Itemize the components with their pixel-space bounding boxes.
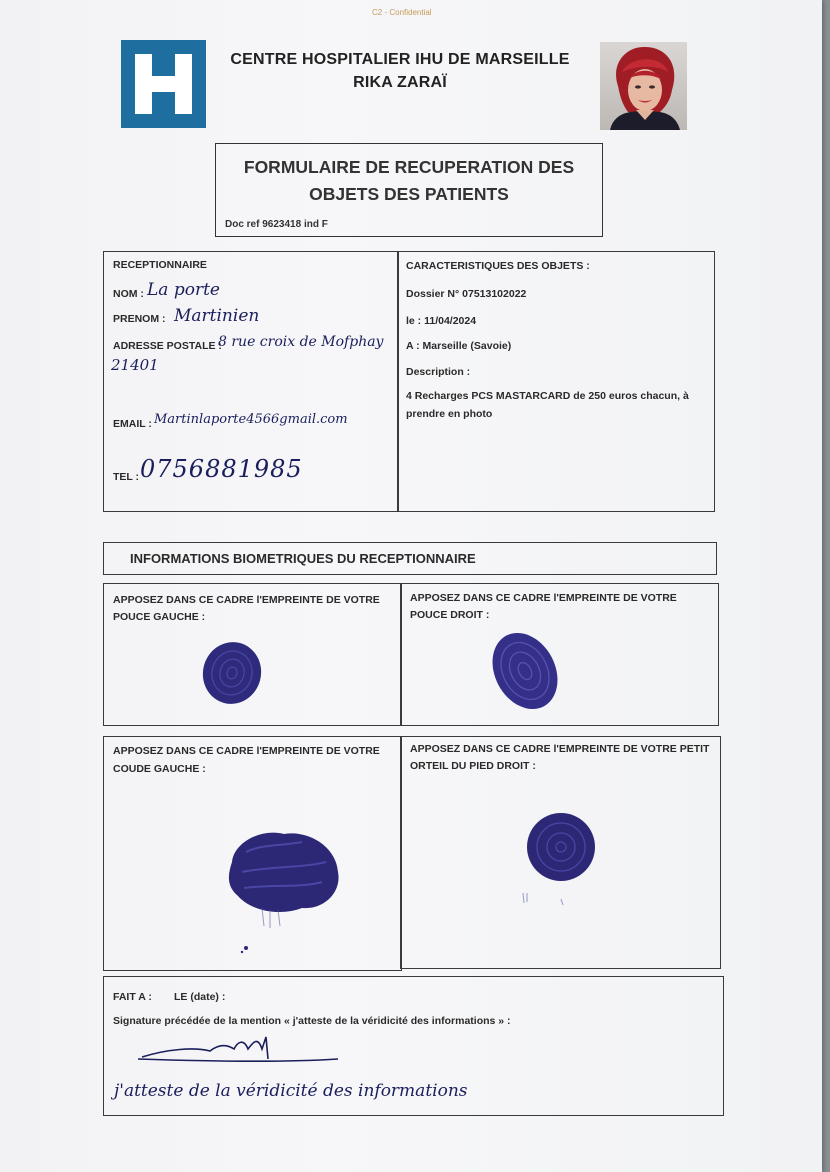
form-title-box <box>215 143 603 237</box>
description-label: Description : <box>406 366 471 378</box>
pouce-gauche-instruction: APPOSEZ DANS CE CADRE l'EMPREINTE DE VOTRE <box>113 594 380 606</box>
orteil-instruction: APPOSEZ DANS CE CADRE l'EMPREINTE DE VOTRE PETIT <box>410 743 710 755</box>
form-title <box>216 154 602 208</box>
description-line2: prendre en photo <box>406 408 493 420</box>
confidential-mark: C2 - Confidential <box>372 8 432 17</box>
form-title-line2: OBJETS DES PATIENTS <box>309 184 509 204</box>
tel-label: TEL : <box>113 471 140 483</box>
adresse-label: ADRESSE POSTALE : <box>113 340 222 352</box>
adresse-value: 8 rue croix de Mofphay <box>218 334 384 350</box>
signature-section <box>103 976 724 1116</box>
le-date-label: LE (date) : <box>174 991 226 1003</box>
hospital-name-line1: CENTRE HOSPITALIER IHU DE MARSEILLE <box>230 51 570 68</box>
fingerprint-pouce-droit-icon <box>487 629 563 715</box>
pouce-droit-instruction: APPOSEZ DANS CE CADRE l'EMPREINTE DE VOTRE <box>410 592 677 604</box>
elbow-print-icon <box>222 822 342 962</box>
description-line1: 4 Recharges PCS MASTARCARD de 250 euros chacun, à <box>406 390 689 402</box>
fingerprint-pouce-gauche-icon <box>200 640 264 706</box>
signature-handwritten-mention: j'atteste de la véridicité des informations <box>114 1081 468 1101</box>
biometrie-heading-box <box>103 542 717 575</box>
portrait-photo <box>600 42 687 130</box>
signature-instruction: Signature précédée de la mention « j'atteste de la véridicité des informations » : <box>113 1015 511 1027</box>
cell-orteil-pied-droit <box>400 736 721 969</box>
doc-reference: Doc ref 9623418 ind F <box>225 219 328 230</box>
email-label: EMAIL : <box>113 418 152 430</box>
objets-date: le : 11/04/2024 <box>406 315 477 327</box>
pouce-droit-label: POUCE DROIT : <box>410 609 490 621</box>
cell-pouce-gauche <box>103 583 402 726</box>
objets-heading: CARACTERISTIQUES DES OBJETS : <box>406 260 590 272</box>
hospital-logo <box>121 40 206 128</box>
adresse-value-postcode: 21401 <box>111 356 159 374</box>
prenom-label: PRENOM : <box>113 313 166 325</box>
email-value: Martinlaporte4566gmail.com <box>154 412 348 427</box>
biometrie-heading: INFORMATIONS BIOMETRIQUES DU RECEPTIONNAIRE <box>130 551 476 566</box>
fait-a-label: FAIT A : <box>113 991 152 1003</box>
hospital-h-icon <box>121 40 206 128</box>
cell-pouce-droit <box>400 583 719 726</box>
coude-gauche-label: COUDE GAUCHE : <box>113 763 206 775</box>
cell-coude-gauche <box>103 736 402 971</box>
objets-lieu: A : Marseille (Savoie) <box>406 340 512 352</box>
coude-gauche-instruction: APPOSEZ DANS CE CADRE l'EMPREINTE DE VOTRE <box>113 745 380 757</box>
pouce-gauche-label: POUCE GAUCHE : <box>113 611 206 623</box>
dossier-number: Dossier N° 07513102022 <box>406 288 527 300</box>
nom-label: NOM : <box>113 288 144 300</box>
objets-section <box>397 251 715 512</box>
hospital-name-line2: RIKA ZARAÏ <box>353 74 447 91</box>
signature-scribble-icon <box>138 1035 348 1069</box>
form-title-line1: FORMULAIRE DE RECUPERATION DES <box>243 157 575 177</box>
receptionnaire-section <box>103 251 399 512</box>
hospital-name <box>205 48 595 94</box>
nom-value: La porte <box>147 280 220 300</box>
prenom-value: Martinien <box>174 306 260 326</box>
receptionnaire-heading: RECEPTIONNAIRE <box>113 259 207 271</box>
toe-print-icon <box>511 809 601 915</box>
tel-value: 0756881985 <box>140 455 303 483</box>
orteil-label: ORTEIL DU PIED DROIT : <box>410 760 536 772</box>
